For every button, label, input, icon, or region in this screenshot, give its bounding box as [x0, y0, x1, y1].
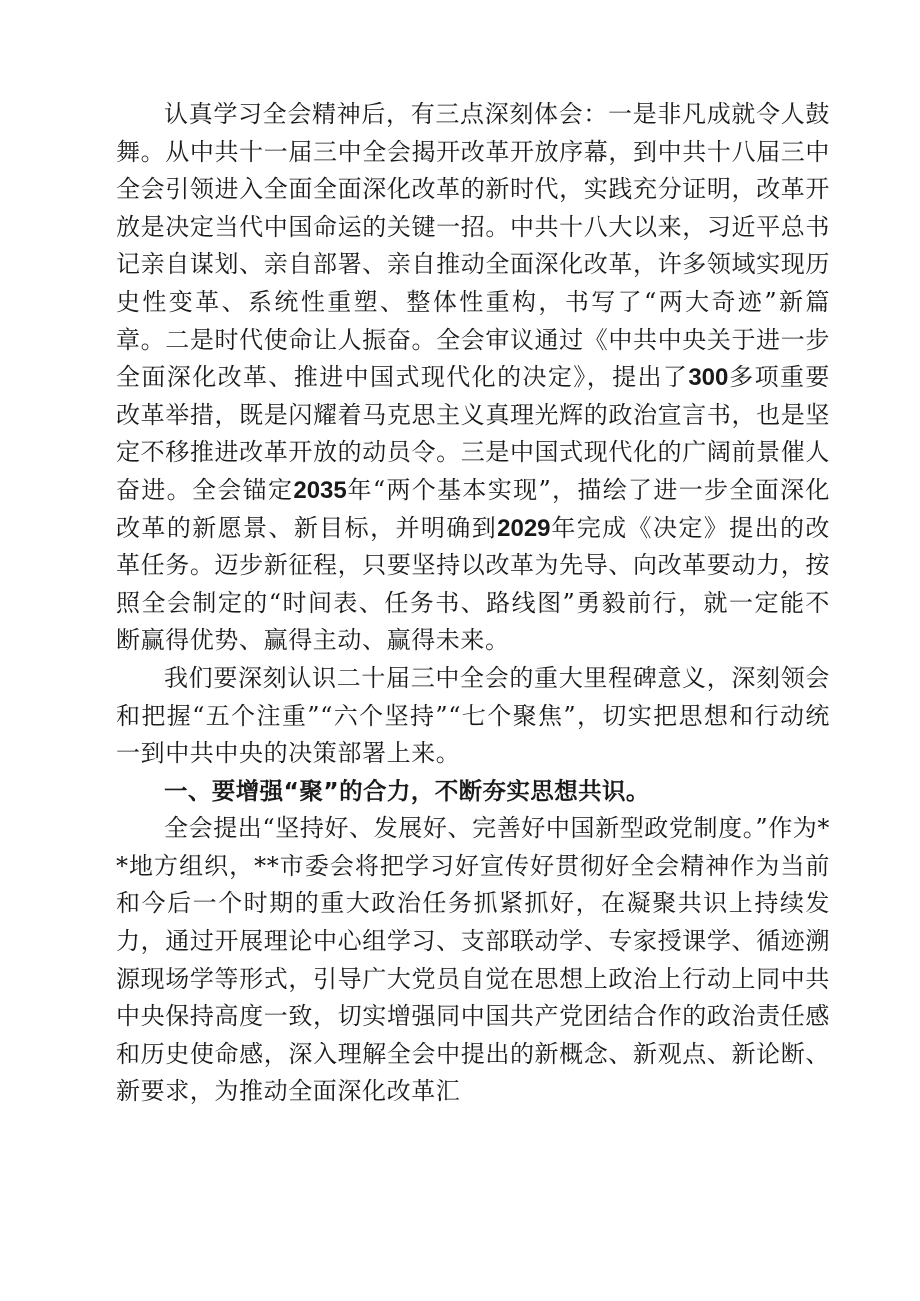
paragraph-text: 多项重要改革举措，既是闪耀着马克思主义真理光辉的政治宣言书，也是坚定不移推进改革开放的动员令。三是中国式现代化的广阔前景催人奋进。全会锚定 [116, 363, 830, 504]
paragraph-text: 年“两个基本实现”，描绘了进一步全面深化改革的新愿景、新目标，并明确到 [116, 475, 830, 542]
paragraph-text: 年完成《决定》提出的改革任务。迈步新征程，只要坚持以改革为先导、向改革要动力，按照全会制定的“时间表、任务书、路线图”勇毅前行，就一定能不断赢得优势、赢得主动、赢得未来。 [116, 513, 830, 655]
paragraph-text: 认真学习全会精神后，有三点深刻体会：一是非凡成就令人鼓舞。从中共十一届三中全会揭开改革开放序幕，到中共十八届三中全会引领进入全面全面深化改革的新时代，实践充分证明，改革开放是决定当代中国命运的关键一招。中共十八大以来，习近平总书记亲自谋划、亲自部署、亲自推动全面深化改革，许多领域实现历史性变革、系统性重塑、整体性重构，书写了“两大奇迹”新篇章。二是时代使命让人振奋。全会审议通过《中共中央关于进一步全面深化改革、推进中国式现代化的决定》，提出了 [116, 100, 830, 392]
paragraph-experience [116, 96, 830, 660]
section-heading: 一、要增强“聚”的合力，不断夯实思想共识。 [164, 776, 650, 805]
paragraph-significance: 我们要深刻认识二十届三中全会的重大里程碑意义，深刻领会和把握“五个注重”“六个坚持”“七个聚焦”，切实把思想和行动统一到中共中央的决策部署上来。 [116, 663, 830, 768]
paragraph-consensus: 全会提出“坚持好、发展好、完善好中国新型政党制度。”作为**地方组织，**市委会将把学习好宣传好贯彻好全会精神作为当前和今后一个时期的重大政治任务抓紧抓好，在凝聚共识上持续发力，通过开展理论中心组学习、支部联动学、专家授课学、循迹溯源现场学等形式，引导广大党员自觉在思想上政治上行动上同中共中央保持高度一致，切实增强同中国共产党团结合作的政治责任感和历史使命感，深入理解全会中提出的新概念、新观点、新论断、新要求，为推动全面深化改革汇 [116, 814, 830, 1106]
year-2035: 2035 [293, 476, 347, 504]
year-2029: 2029 [497, 514, 551, 542]
document-body [116, 96, 830, 1111]
reform-measures-count: 300 [688, 364, 729, 392]
